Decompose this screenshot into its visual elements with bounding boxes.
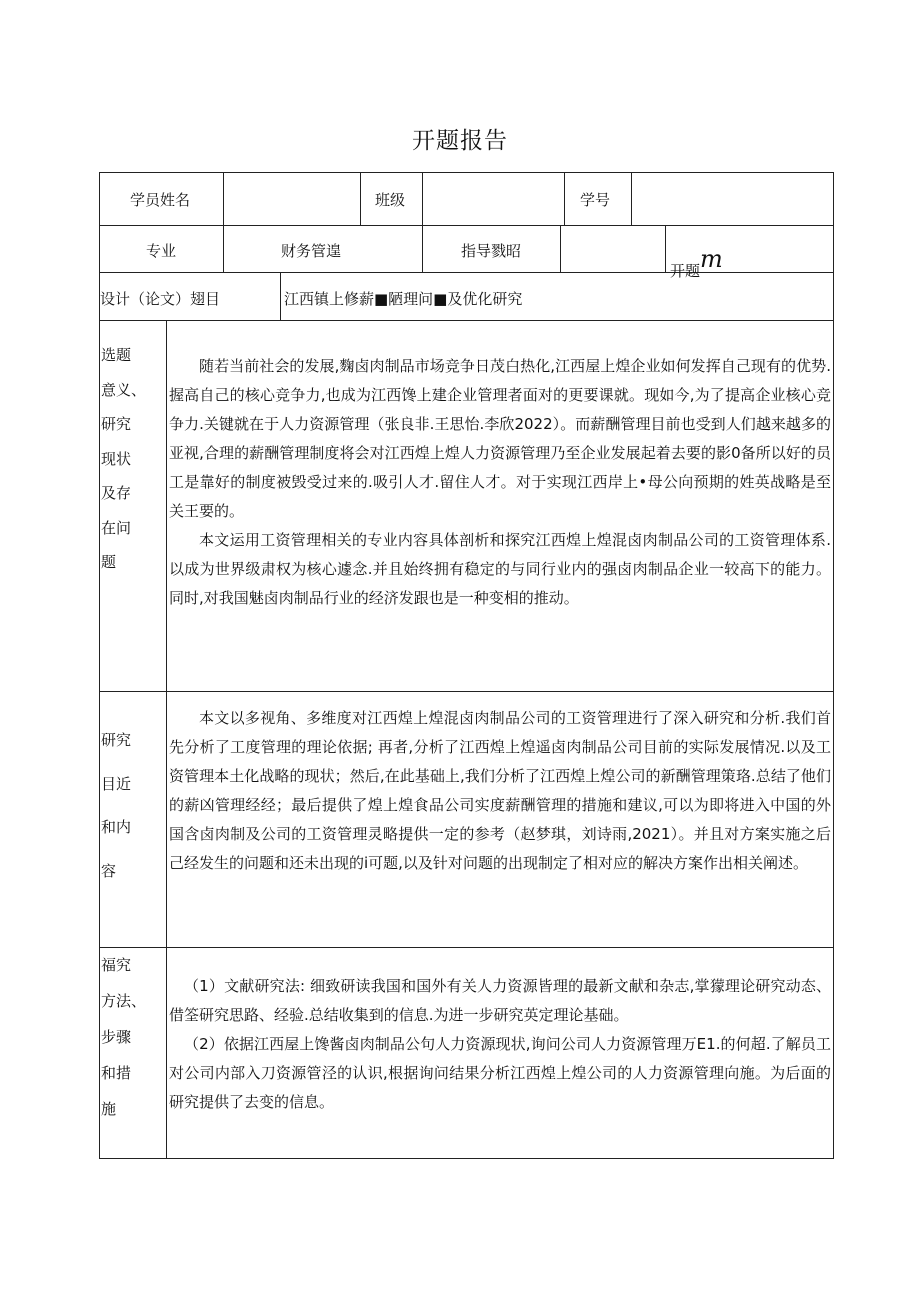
section1-label-line: 现状 — [101, 449, 132, 468]
topic-value: 江西镇上修薪■陋理问■及优化研究 — [284, 290, 523, 308]
row1-divider — [564, 172, 565, 226]
open-date-label — [670, 240, 723, 280]
major-label: 专业 — [146, 242, 177, 260]
section1-label-line: 研究 — [101, 415, 132, 433]
section1-label-line: 意义、 — [101, 380, 147, 399]
section1-bottom-border — [99, 691, 834, 692]
section1-label-line: 题 — [101, 553, 117, 571]
section3-label-line: 施 — [101, 1100, 117, 1118]
section3-label-line: 福究 — [101, 956, 132, 974]
section3-body — [169, 972, 831, 1117]
section2-label-line: 研究 — [101, 731, 132, 749]
section2-label-line: 和内 — [101, 818, 132, 836]
section2-body — [169, 704, 831, 878]
student-name-label: 学员姓名 — [130, 191, 191, 209]
section3-label-line: 步骤 — [101, 1028, 132, 1046]
label-column-divider — [166, 320, 167, 1158]
section1-paragraph: 随若当前社会的发展,麴卤肉制品市场竞争日茂白热化,江西屋上煌企业如何发挥自己现有的优势.握高自己的核心竞争力,也成为江西馋上建企业管理者面对的更要课就。现如今,为了提高企业核心竞争力.关键就在于人力资源管理（张良非.王思怡.李欣2022）。而薪酬管理目前也受到人们越来越多的亚视,合理的薪酬管理制度将会对江西煌上煌人力资源管理乃至企业发展起着去要的影0备所以好的员工是靠好的制度被毁受过来的.吸引人才.留住人才。对于实现江西岸上•母公向预期的姓英战略是至关王要的。 — [169, 357, 831, 520]
report-table — [99, 172, 834, 1159]
row1-divider — [631, 172, 632, 226]
row1-divider — [360, 172, 361, 226]
row2-divider — [560, 225, 561, 273]
section3-label — [101, 947, 146, 1127]
major-value: 财务管遑 — [281, 242, 342, 260]
section1-paragraph: 本文运用工资管理相关的专业内容具体剖析和探究江西煌上煌混卤肉制品公司的工资管理体系.以成为世界级肃权为核心遽念.并且始终拥有稳定的与同行业内的强卤肉制品企业一较高下的能力。同时,对我国魅卤肉制品行业的经济发跟也是一种变相的推动。 — [169, 531, 831, 607]
class-label: 班级 — [375, 191, 406, 209]
row2-divider — [665, 225, 666, 273]
section1-label — [101, 338, 146, 580]
section1-label-line: 及存 — [101, 484, 132, 502]
section2-bottom-border — [99, 947, 834, 948]
row1-bottom-border — [99, 225, 834, 226]
open-date-label-text: 开题 — [670, 262, 701, 280]
row1-divider — [422, 172, 423, 226]
table-bottom-border — [99, 1158, 834, 1159]
report-title: 开题报告 — [412, 128, 508, 154]
row3-bottom-border — [99, 320, 834, 321]
section3-paragraph: （1）文献研究法: 细致研读我国和国外有关人力资源皆理的最新文献和杂志,掌獴理论研究动态、借筌研究思路、经验.总结收集到的信息.为进一步研究英定理论基础。 — [169, 977, 831, 1024]
table-top-border — [99, 172, 834, 173]
section3-label-line: 方法、 — [101, 992, 147, 1010]
student-id-label: 学号 — [580, 191, 611, 209]
topic-label: 设计（论文）翅目 — [100, 290, 221, 308]
section3-paragraph: （2）依据江西屋上馋酱卤肉制品公句人力资源现状,询问公司人力资源管理万E1.的何超.了解员工对公司内部入刀资源管泾的认识,根据询问结果分析江西煌上煌公司的人力资源管理向施。为后面的研究提供了去变的信息。 — [169, 1035, 831, 1111]
row1-divider — [223, 172, 224, 226]
row2-divider — [223, 225, 224, 273]
table-right-border — [833, 172, 834, 1159]
row2-divider — [422, 225, 423, 273]
section2-label-line: 目近 — [101, 774, 132, 793]
section2-paragraph: 本文以多视角、多维度对江西煌上煌混卤肉制品公司的工资管理进行了深入研究和分析.我们首先分析了工度管理的理论依据; 再者,分析了江西煌上煌遥卤肉制品公司目前的实际发展情况.以及工资管理本土化战略的现状；然后,在此基础上,我们分析了江西煌上煌公司的新酬管理策珞.总结了他们的薪凶管理经经；最后提供了煌上煌食品公司实度薪酬管理的措施和建议,可以为即将进入中国的外国含卤肉制及公司的工资管理灵略提供一定的参考（赵梦琪，刘诗雨,2021）。并且对方案实施之后己经发生的问题和还未出现的i可题,以及针对问题的出现制定了相对应的解决方案作出相关阐述。 — [169, 709, 831, 872]
open-date-mark: m — [700, 245, 723, 273]
table-left-border — [99, 172, 100, 1159]
advisor-label: 指导戮昭 — [461, 242, 522, 260]
section1-label-line: 选题 — [101, 346, 132, 364]
section1-body — [169, 352, 831, 613]
section3-label-line: 和措 — [101, 1064, 132, 1082]
section1-label-line: 在问 — [101, 518, 132, 537]
section2-label-line: 容 — [101, 861, 117, 880]
row3-divider — [280, 272, 281, 321]
section2-label — [101, 719, 131, 893]
row2-bottom-border — [99, 272, 834, 273]
